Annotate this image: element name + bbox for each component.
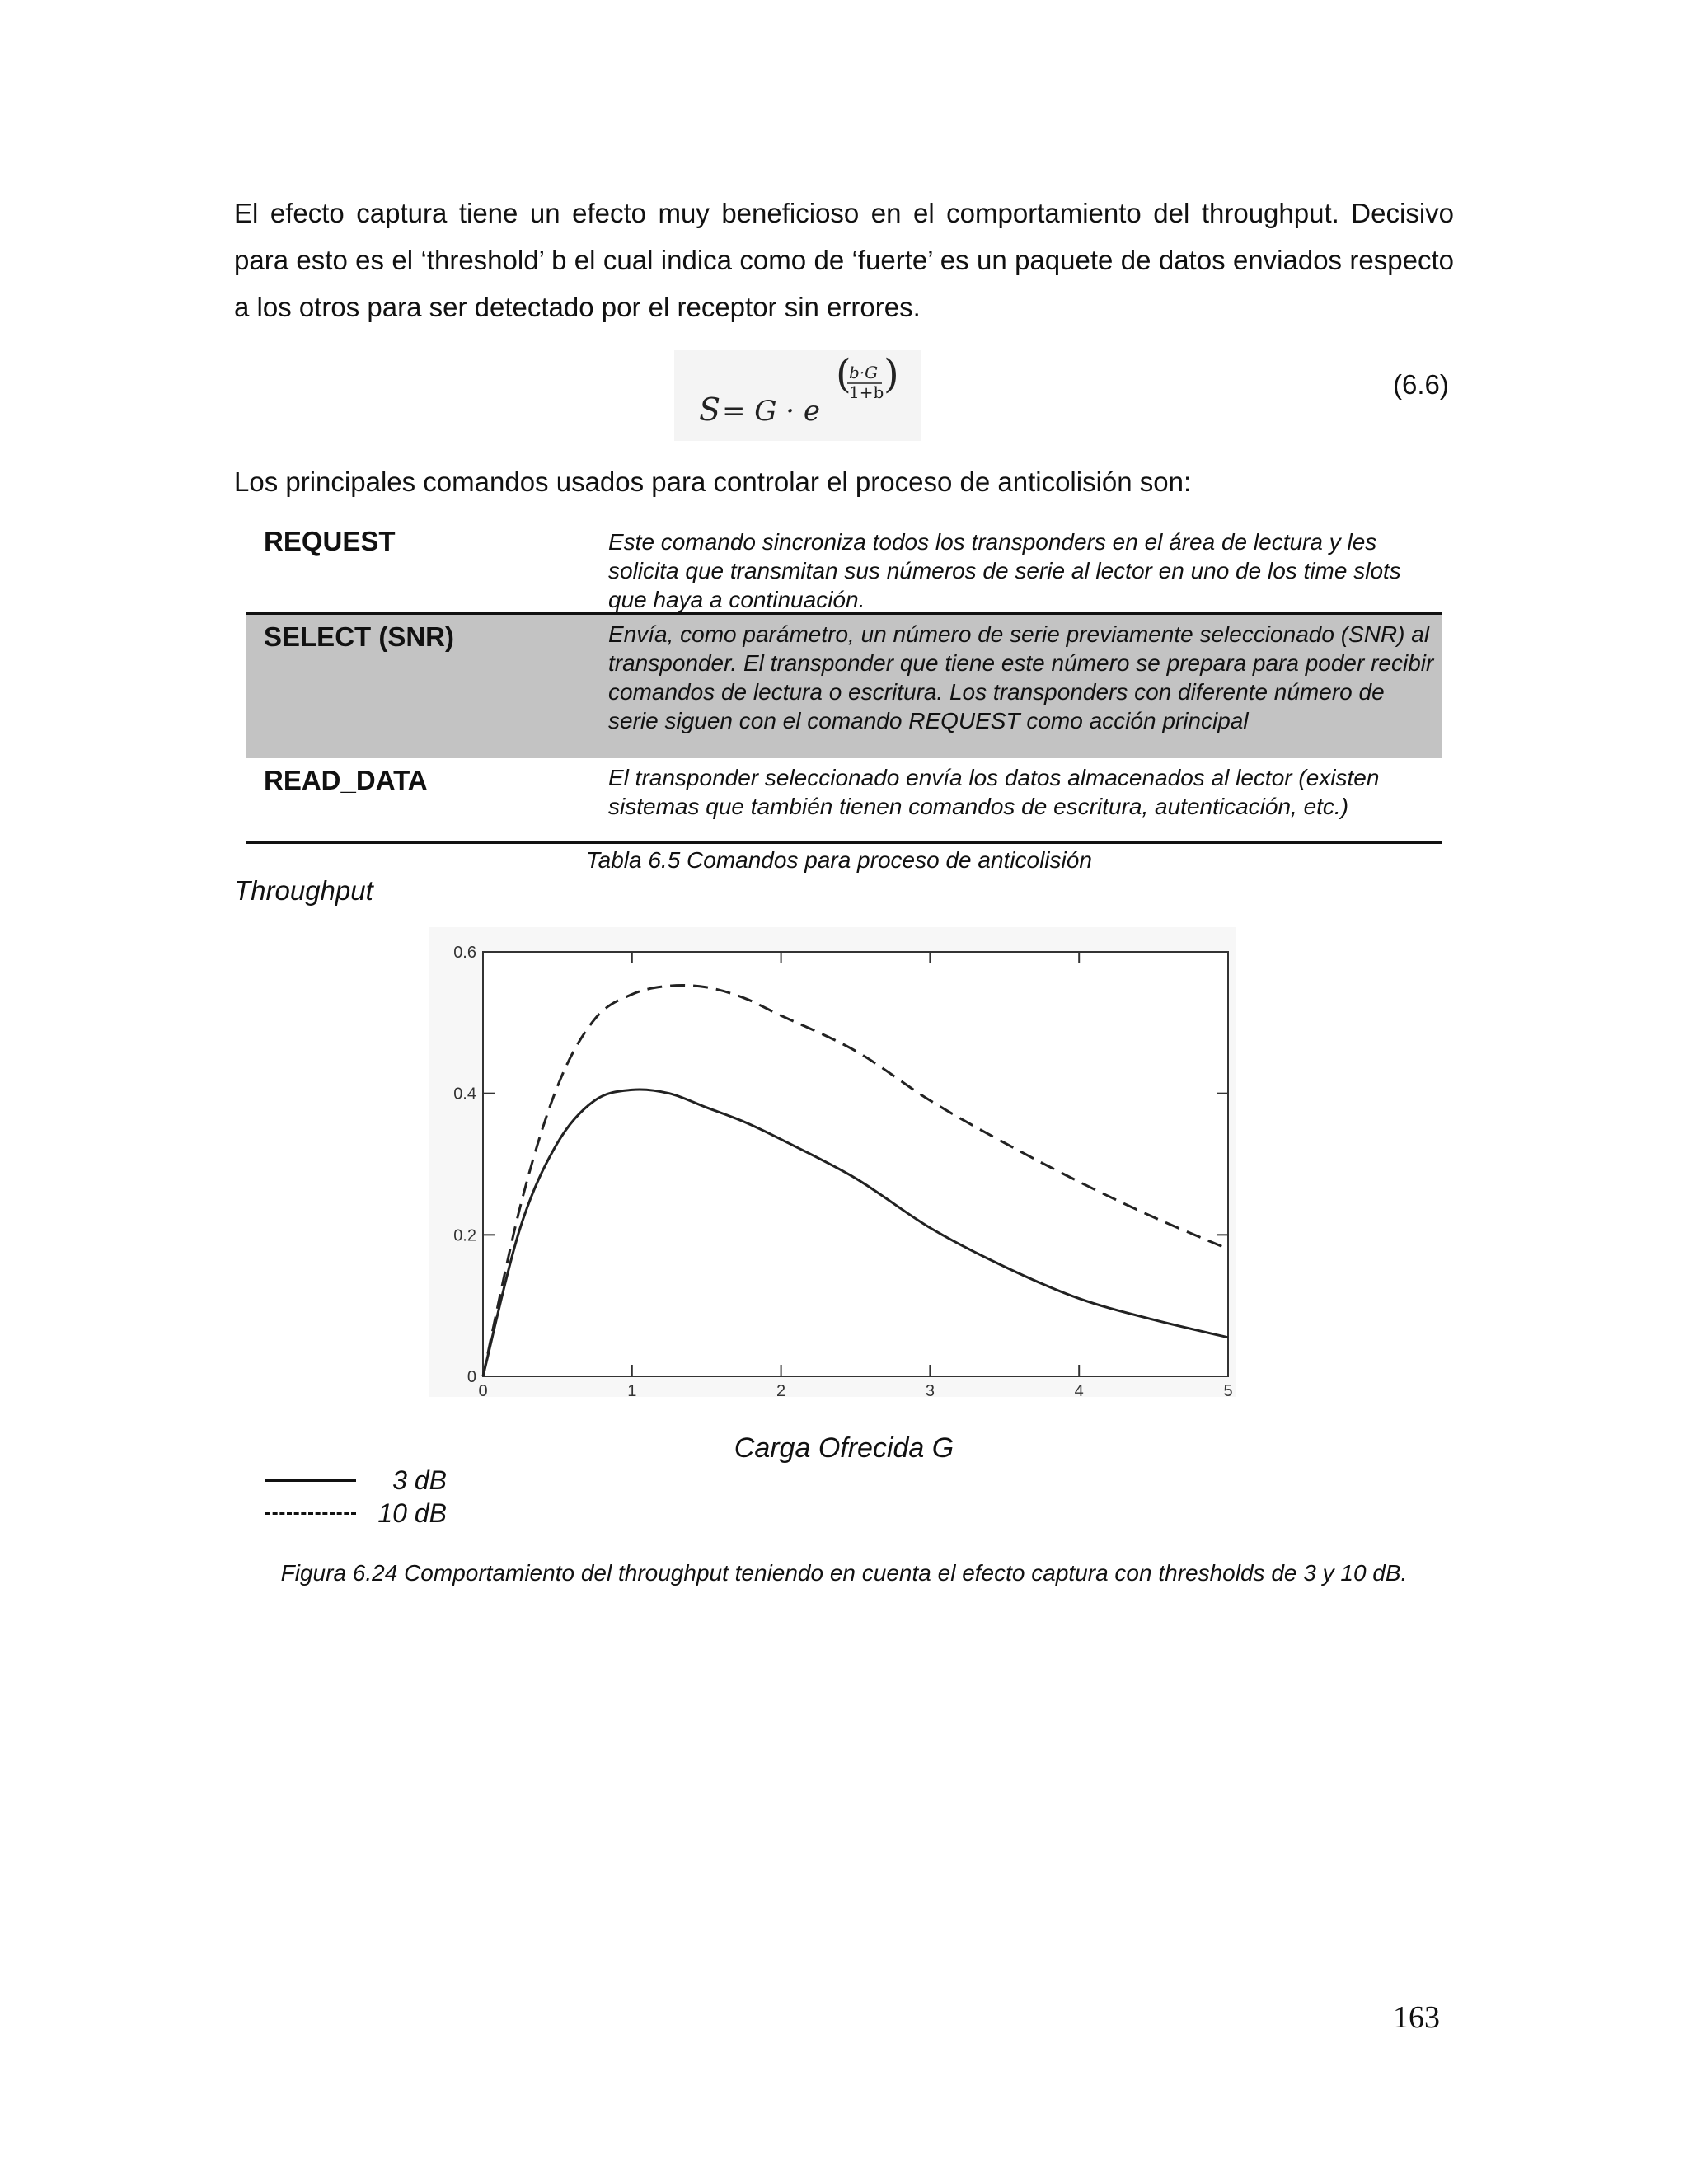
- x-tick-label: 1: [627, 1382, 637, 1397]
- x-tick-label: 2: [776, 1382, 786, 1397]
- plot-frame: [483, 952, 1228, 1376]
- command-description: Envía, como parámetro, un número de serie previamente seleccionado (SNR) al transponder. El transponder que tiene este número se prepara para poder recibir comandos de lectura o escritura. Los transponders con diferente número de serie siguen con el comando REQUEST como acción principal: [608, 621, 1434, 733]
- command-name: READ_DATA: [264, 765, 428, 795]
- page-number: 163: [1393, 2000, 1440, 2035]
- y-tick-label: 0.6: [453, 944, 476, 962]
- command-description: El transponder seleccionado envía los datos almacenados al lector (existen sistemas que también tienen comandos de escritura, autenticación, etc.): [608, 765, 1380, 819]
- equation-denominator: 1+b: [849, 382, 884, 402]
- chart-layer: [453, 944, 1232, 1397]
- equation-numerator: b·G: [849, 363, 879, 382]
- x-tick-label: 0: [478, 1382, 488, 1397]
- x-tick-label: 4: [1074, 1382, 1084, 1397]
- figure-caption: Figura 6.24 Comportamiento del throughput teniendo en cuenta el efecto captura con thresholds de 3 y 10 dB.: [280, 1560, 1408, 1586]
- paragraph-commands: Los principales comandos usados para controlar el proceso de anticolisión son:: [234, 466, 1192, 497]
- equation-paren-left: (: [836, 351, 851, 397]
- table-row: [246, 615, 1442, 758]
- y-tick-label: 0.4: [453, 1085, 476, 1104]
- y-tick-label: 0.2: [453, 1226, 476, 1245]
- chart-legend: [265, 1464, 447, 1530]
- command-description: Este comando sincroniza todos los transponders en el área de lectura y les solicita que transmitan sus números de serie al lector en uno de los time slots que haya a continuación.: [608, 529, 1401, 612]
- table-row: [246, 758, 1442, 844]
- table-caption-text: Tabla 6.5 Comandos para proceso de anticolisión: [586, 847, 1092, 873]
- table-caption: [0, 847, 1688, 874]
- paragraph-intro: El efecto captura tiene un efecto muy beneficioso en el comportamiento del throughput. Decisivo para esto es el ‘threshold’ b el cual indica como de ‘fuerte’ es un paquete de datos enviados respecto a los otros para ser detectado por el receptor sin errores.: [234, 198, 1454, 322]
- legend-swatch-dashed: [265, 1512, 356, 1515]
- legend-label: 10 dB: [377, 1497, 447, 1528]
- x-axis-title: Carga Ofrecida G: [734, 1432, 954, 1464]
- commands-table: [246, 518, 1442, 844]
- section-heading: Throughput: [234, 875, 373, 906]
- legend-label: 3 dB: [392, 1465, 447, 1495]
- table-row: [246, 518, 1442, 615]
- equation-image: [674, 350, 921, 441]
- x-axis-title-wrap: [0, 1432, 1688, 1465]
- equation-rhs: = G · e: [722, 395, 820, 428]
- legend-item-3db: [265, 1464, 447, 1497]
- y-tick-label: 0: [467, 1368, 476, 1386]
- throughput-chart: [429, 927, 1236, 1397]
- command-name: REQUEST: [264, 526, 396, 556]
- equation-number: (6.6): [1393, 369, 1449, 400]
- equation-svg: [674, 350, 921, 441]
- legend-swatch-solid: [265, 1479, 356, 1482]
- x-tick-label: 3: [925, 1382, 935, 1397]
- x-tick-label: 5: [1223, 1382, 1233, 1397]
- legend-item-10db: [265, 1497, 447, 1530]
- equation-paren-right: ): [884, 351, 899, 397]
- equation-lhs: S: [699, 391, 721, 428]
- command-name: SELECT (SNR): [264, 621, 454, 652]
